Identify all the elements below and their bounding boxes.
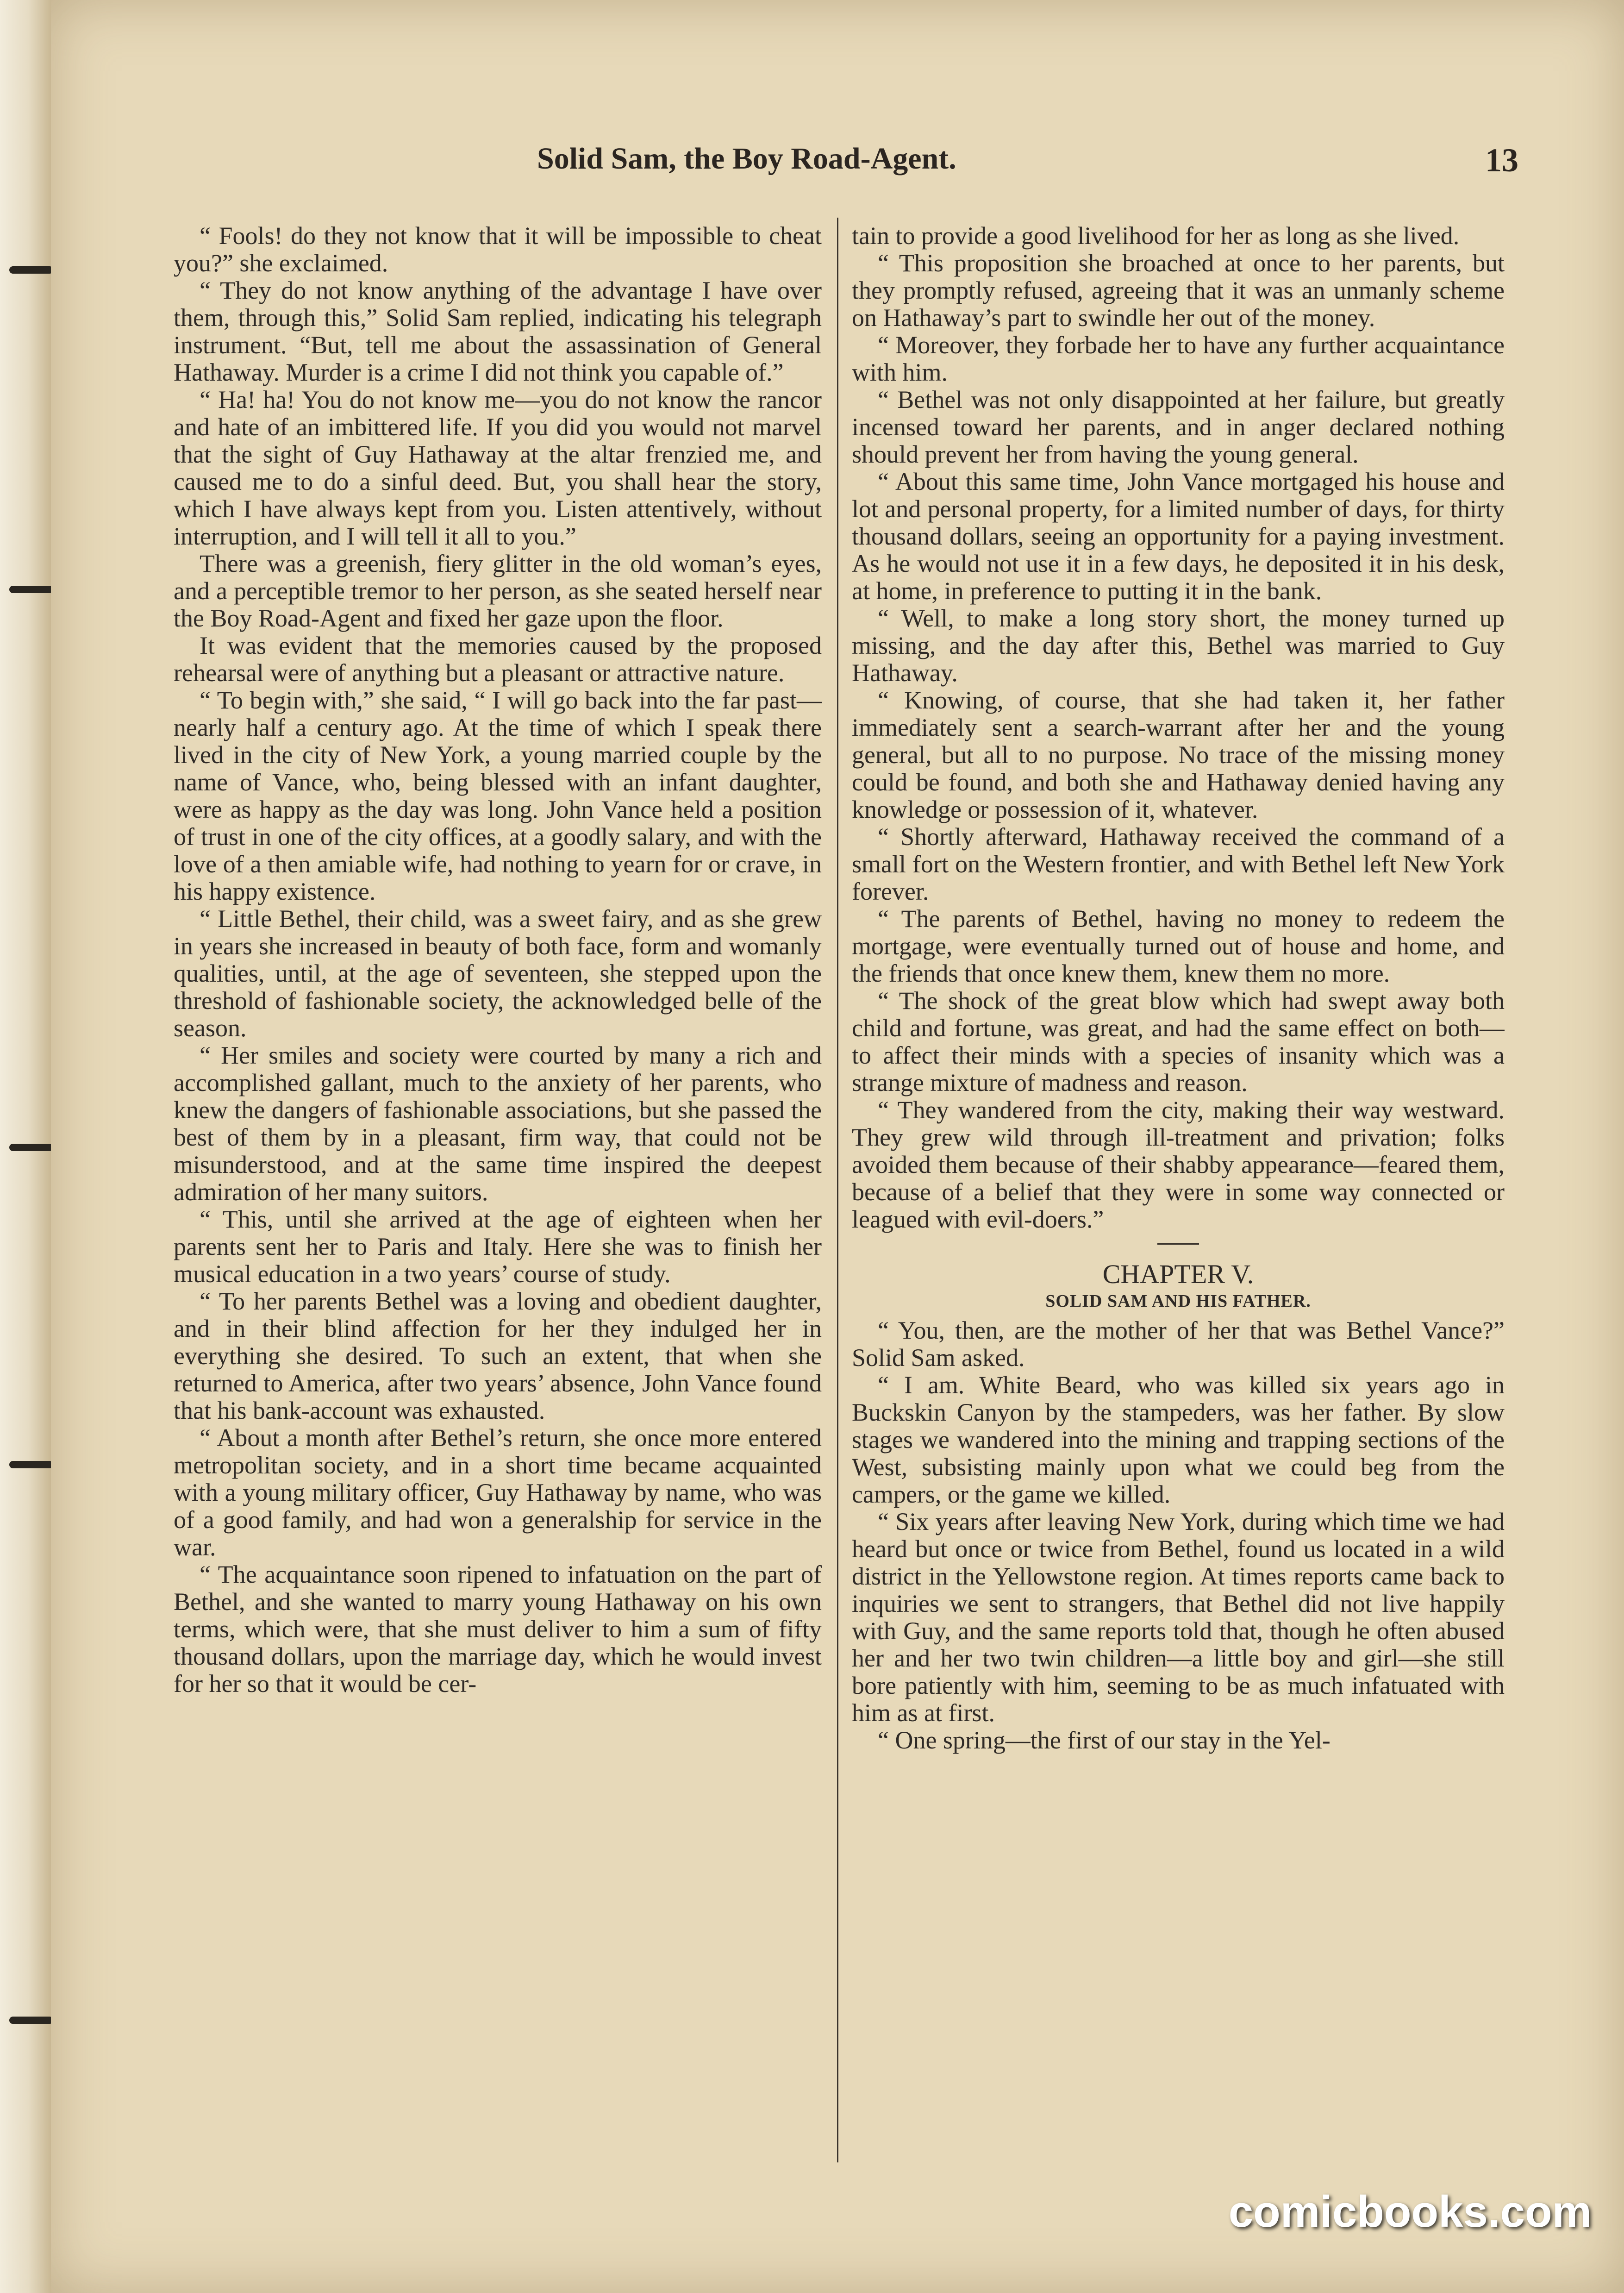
paragraph: “ The acquaintance soon ripened to infatuation on the part of Bethel, and she wanted to marry young Hathaway on his own terms, which were, that she must deliver to him a sum of fifty thousand dollars, upon the marriage day, which he would invest for her so that it would be cer- bbox=[174, 1560, 822, 1698]
paragraph: “ This proposition she broached at once to her parents, but they promptly refused, agreeing that it was an unmanly scheme on Hathaway’s part to swindle her out of the money. bbox=[852, 249, 1505, 332]
paragraph: “ This, until she arrived at the age of eighteen when her parents sent her to Paris and Italy. Here she was to finish her musical education in a two years’ course of study. bbox=[174, 1205, 822, 1288]
paragraph: It was evident that the memories caused by the proposed rehearsal were of anything but a pleasant or attractive nature. bbox=[174, 632, 822, 687]
paragraph: “ Moreover, they forbade her to have any further acquaintance with him. bbox=[852, 331, 1505, 386]
watermark: comicbooks.com bbox=[1228, 2187, 1592, 2237]
chapter-subtitle: SOLID SAM AND HIS FATHER. bbox=[1045, 1291, 1311, 1311]
paragraph: “ About this same time, John Vance mortgaged his house and lot and personal property, for a limited number of days, for thirty thousand dollars, seeing an opportunity for a paying investment. As he would not use it in a few days, he deposited it in his desk, at home, in preference to putting it in the bank. bbox=[852, 468, 1505, 605]
paragraph: “ To her parents Bethel was a loving and obedient daughter, and in their blind affection for her they indulged her in everything she desired. To such an extent, that when she returned to America, after two years’ absence, John Vance found that his bank-account was exhausted. bbox=[174, 1287, 822, 1424]
chapter-divider bbox=[1157, 1243, 1199, 1245]
book-binding bbox=[0, 0, 51, 2293]
paragraph: “ The parents of Bethel, having no money to redeem the mortgage, were eventually turned out of house and home, and the friends that once knew them, knew them no more. bbox=[852, 905, 1505, 987]
paragraph: “ They do not know anything of the advantage I have over them, through this,” Solid Sam replied, indicating his telegraph instrument. “But, tell me about the assassination of General Hathaway. Murder is a crime I did not think you capable of.” bbox=[174, 276, 822, 386]
paragraph: “ They wandered from the city, making their way westward. They grew wild through ill-treatment and privation; folks avoided them because of their shabby appearance—feared them, because of a belief that they were in some way connected or leagued with evil-doers.” bbox=[852, 1096, 1505, 1233]
paragraph: “ Well, to make a long story short, the money turned up missing, and the day after this, Bethel was married to Guy Hathaway. bbox=[852, 604, 1505, 687]
running-header bbox=[537, 141, 1518, 178]
paragraph: “ Shortly afterward, Hathaway received the command of a small fort on the Western frontier, and with Bethel left New York forever. bbox=[852, 823, 1505, 905]
paragraph: “ Her smiles and society were courted by many a rich and accomplished gallant, much to the anxiety of her parents, who knew the dangers of fashionable associations, but she passed the best of them by in a pleasant, firm way, that could not be misunderstood, and at the same time inspired the deepest admiration of her many suitors. bbox=[174, 1041, 822, 1206]
paragraph: “ About a month after Bethel’s return, she once more entered metropolitan society, and in a short time became acquainted with a young military officer, Guy Hathaway by name, who was of a good family, and had won a generalship for service in the war. bbox=[174, 1424, 822, 1561]
paragraph: “ Knowing, of course, that she had taken it, her father immediately sent a search-warrant after her and the young general, but all to no purpose. No trace of the missing money could be found, and both she and Hathaway denied having any knowledge or possession of it, whatever. bbox=[852, 686, 1505, 823]
chapter-title: CHAPTER V. bbox=[1102, 1259, 1254, 1289]
paragraph: “ Bethel was not only disappointed at her failure, but greatly incensed toward her parents, and in anger declared nothing should prevent her from having the young general. bbox=[852, 386, 1505, 468]
paragraph: “ Six years after leaving New York, during which time we had heard but once or twice from Bethel, found us located in a wild district in the Yellowstone region. At times reports came back to inquiries we sent to strangers, that Bethel did not live happily with Guy, and the same reports told that, though he often abused her and her two twin children—a little boy and girl—she still bore patiently with him, seeming to be as much infatuated with him as at first. bbox=[852, 1508, 1505, 1727]
paragraph: “ One spring—the first of our stay in the Yel- bbox=[878, 1726, 1330, 1754]
column-divider bbox=[837, 218, 838, 2162]
paragraph: “ Fools! do they not know that it will be impossible to cheat you?” she exclaimed. bbox=[174, 222, 822, 277]
paragraph: “ Ha! ha! You do not know me—you do not know the rancor and hate of an imbittered life. If you did you would not marvel that the sight of Guy Hathaway at the altar frenzied me, and caused me to do a sinful deed. But, you shall hear the story, which I have always kept from you. Listen attentively, without interruption, and I will tell it all to you.” bbox=[174, 386, 822, 550]
binding-stitch bbox=[9, 586, 53, 593]
paragraph: “ I am. White Beard, who was killed six years ago in Buckskin Canyon by the stampeders, was her father. By slow stages we wandered into the mining and trapping sections of the West, subsisting mainly upon what we could beg from the campers, or the game we killed. bbox=[852, 1371, 1505, 1508]
binding-stitch bbox=[9, 1144, 53, 1151]
paragraph: “ You, then, are the mother of her that was Bethel Vance?” Solid Sam asked. bbox=[852, 1316, 1505, 1372]
left-column bbox=[174, 222, 822, 2167]
running-title: Solid Sam, the Boy Road-Agent. bbox=[537, 142, 956, 175]
binding-stitch bbox=[9, 1461, 53, 1468]
paragraph: “ The shock of the great blow which had swept away both child and fortune, was great, and had the same effect on both—to affect their minds with a species of insanity which was a strange mixture of madness and reason. bbox=[852, 987, 1505, 1096]
binding-stitch bbox=[9, 266, 53, 274]
right-column bbox=[852, 222, 1505, 2167]
paragraph: “ To begin with,” she said, “ I will go back into the far past—nearly half a century ago. At the time of which I speak there lived in the city of New York, a young married couple by the name of Vance, who, being blessed with an infant daughter, were as happy as the day was long. John Vance held a position of trust in one of the city offices, at a goodly salary, and with the love of a then amiable wife, had nothing to yearn for or crave, in his happy existence. bbox=[174, 686, 822, 905]
paragraph: “ Little Bethel, their child, was a sweet fairy, and as she grew in years she increased in beauty of both face, form and womanly qualities, until, at the age of seventeen, she stepped upon the threshold of fashionable society, the acknowledged belle of the season. bbox=[174, 905, 822, 1042]
binding-stitch bbox=[9, 2017, 53, 2024]
paragraph: There was a greenish, fiery glitter in the old woman’s eyes, and a perceptible tremor to her person, as she seated herself near the Boy Road-Agent and fixed her gaze upon the floor. bbox=[174, 550, 822, 632]
page-number: 13 bbox=[1485, 142, 1518, 179]
continued-paragraph: tain to provide a good livelihood for her as long as she lived. bbox=[852, 222, 1460, 250]
